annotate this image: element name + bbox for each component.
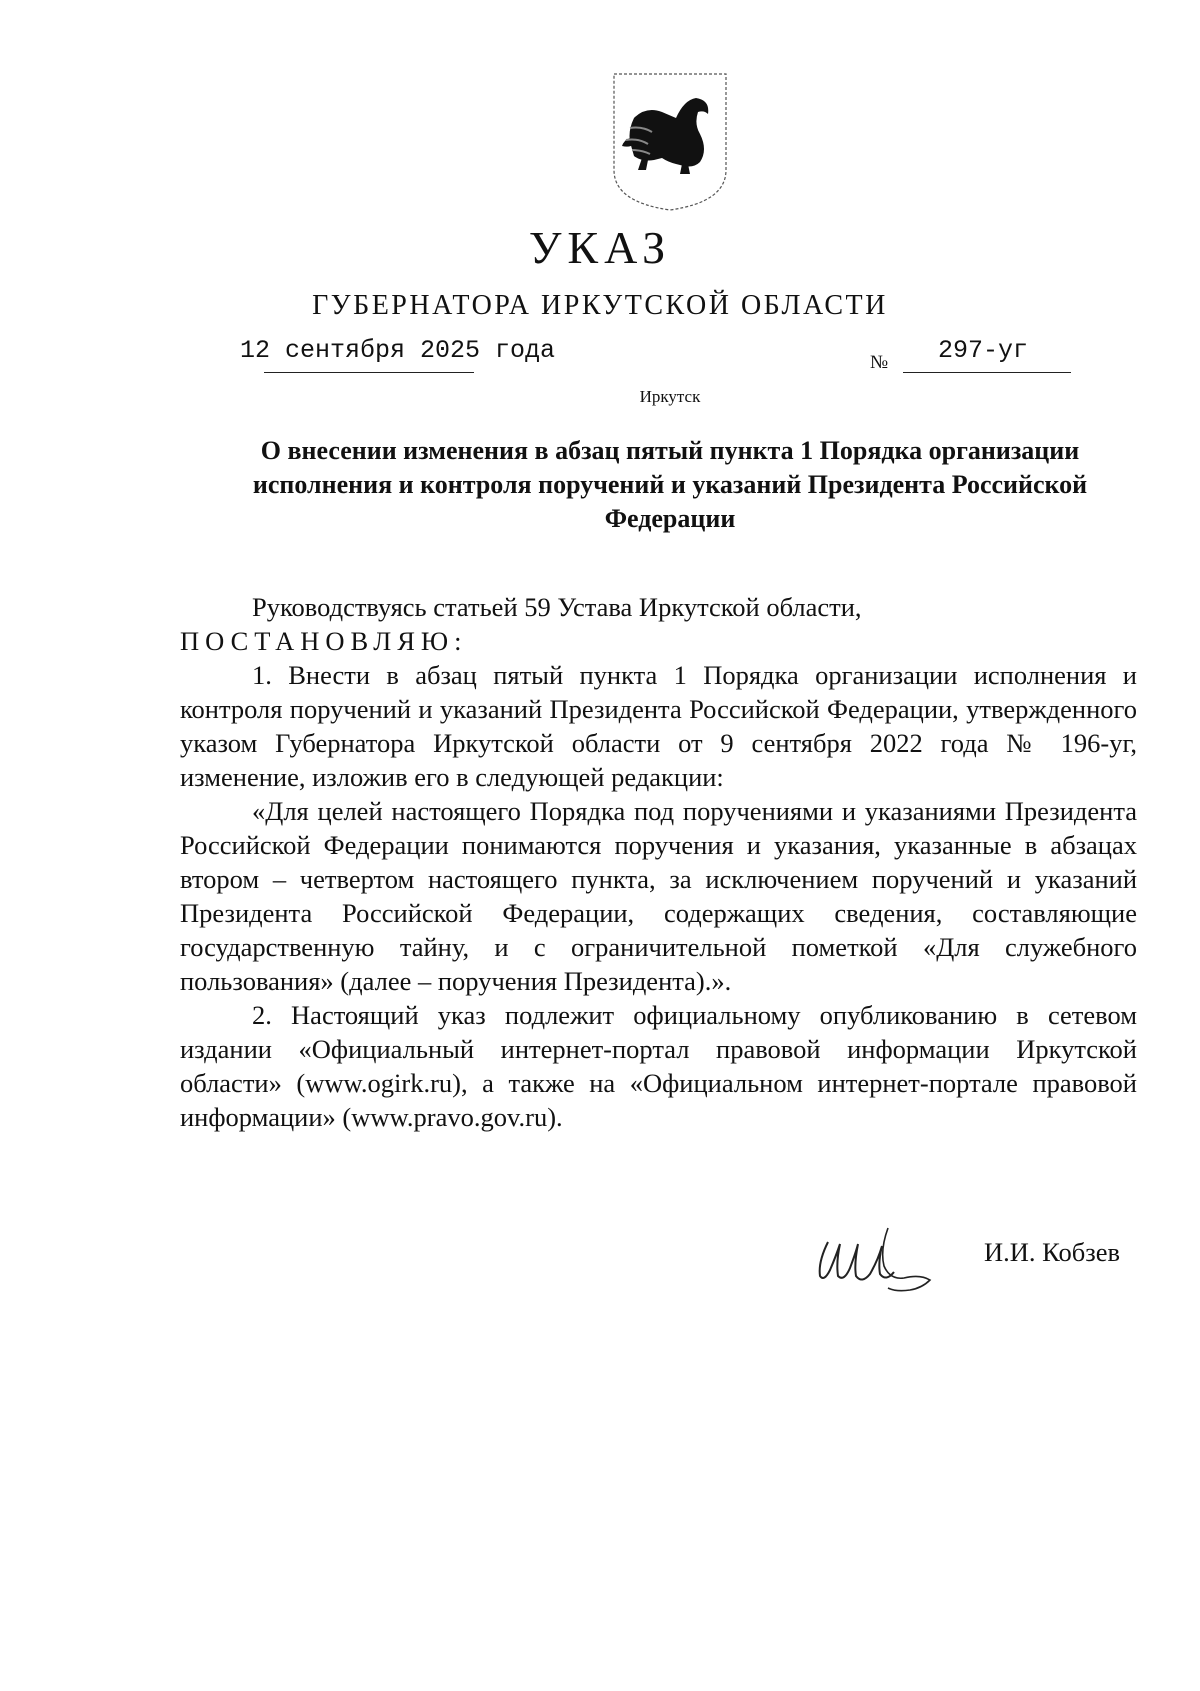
document-place: Иркутск [639,387,701,406]
number-sign: № [870,352,889,373]
preamble-paragraph: Руководствуясь статьей 59 Устава Иркутской области, [252,592,862,622]
document-issuer: ГУБЕРНАТОРА ИРКУТСКОЙ ОБЛАСТИ [312,290,888,321]
resolve-word: ПОСТАНОВЛЯЮ: [180,626,468,656]
coat-of-arms-icon [612,70,728,212]
quoted-text-paragraph: «Для целей настоящего Порядка под поручениями и указаниями Президента Российской Федерации понимаются поручения и указания, указанные в абзацах втором – четвертом настоящего пункта, за исключением поручений и указаний Президента Российской Федерации, содержащих сведения, составляющие государственную тайну, и с ограничительной пометкой «Для служебного пользования» (далее – поручения Президента).». [180,796,1137,996]
document-date: 12 сентября 2025 года [240,336,556,365]
number-underline [903,372,1071,373]
document-body [180,590,1137,1134]
document-title: О внесении изменения в абзац пятый пункта 1 Порядка организации исполнения и контроля поручений и указаний Президента Российской Федерации [252,436,1088,533]
item-2-paragraph: 2. Настоящий указ подлежит официальному опубликованию в сетевом издании «Официальный интернет-портал правовой информации Иркутской области» (www.ogirk.ru), а также на «Официальном интернет-портале правовой информации» (www.pravo.gov.ru). [180,1000,1137,1132]
document-type: УКАЗ [528,222,672,273]
handwritten-signature [810,1222,960,1294]
signer-name: И.И. Кобзев [984,1237,1120,1267]
date-underline [264,372,474,373]
item-1-paragraph: 1. Внести в абзац пятый пункта 1 Порядка организации исполнения и контроля поручений и указаний Президента Российской Федерации, утвержденного указом Губернатора Иркутской области от 9 сентября 2022 года № 196-уг, изменение, изложив его в следующей редакции: [180,660,1137,792]
document-number: 297-уг [938,336,1029,365]
